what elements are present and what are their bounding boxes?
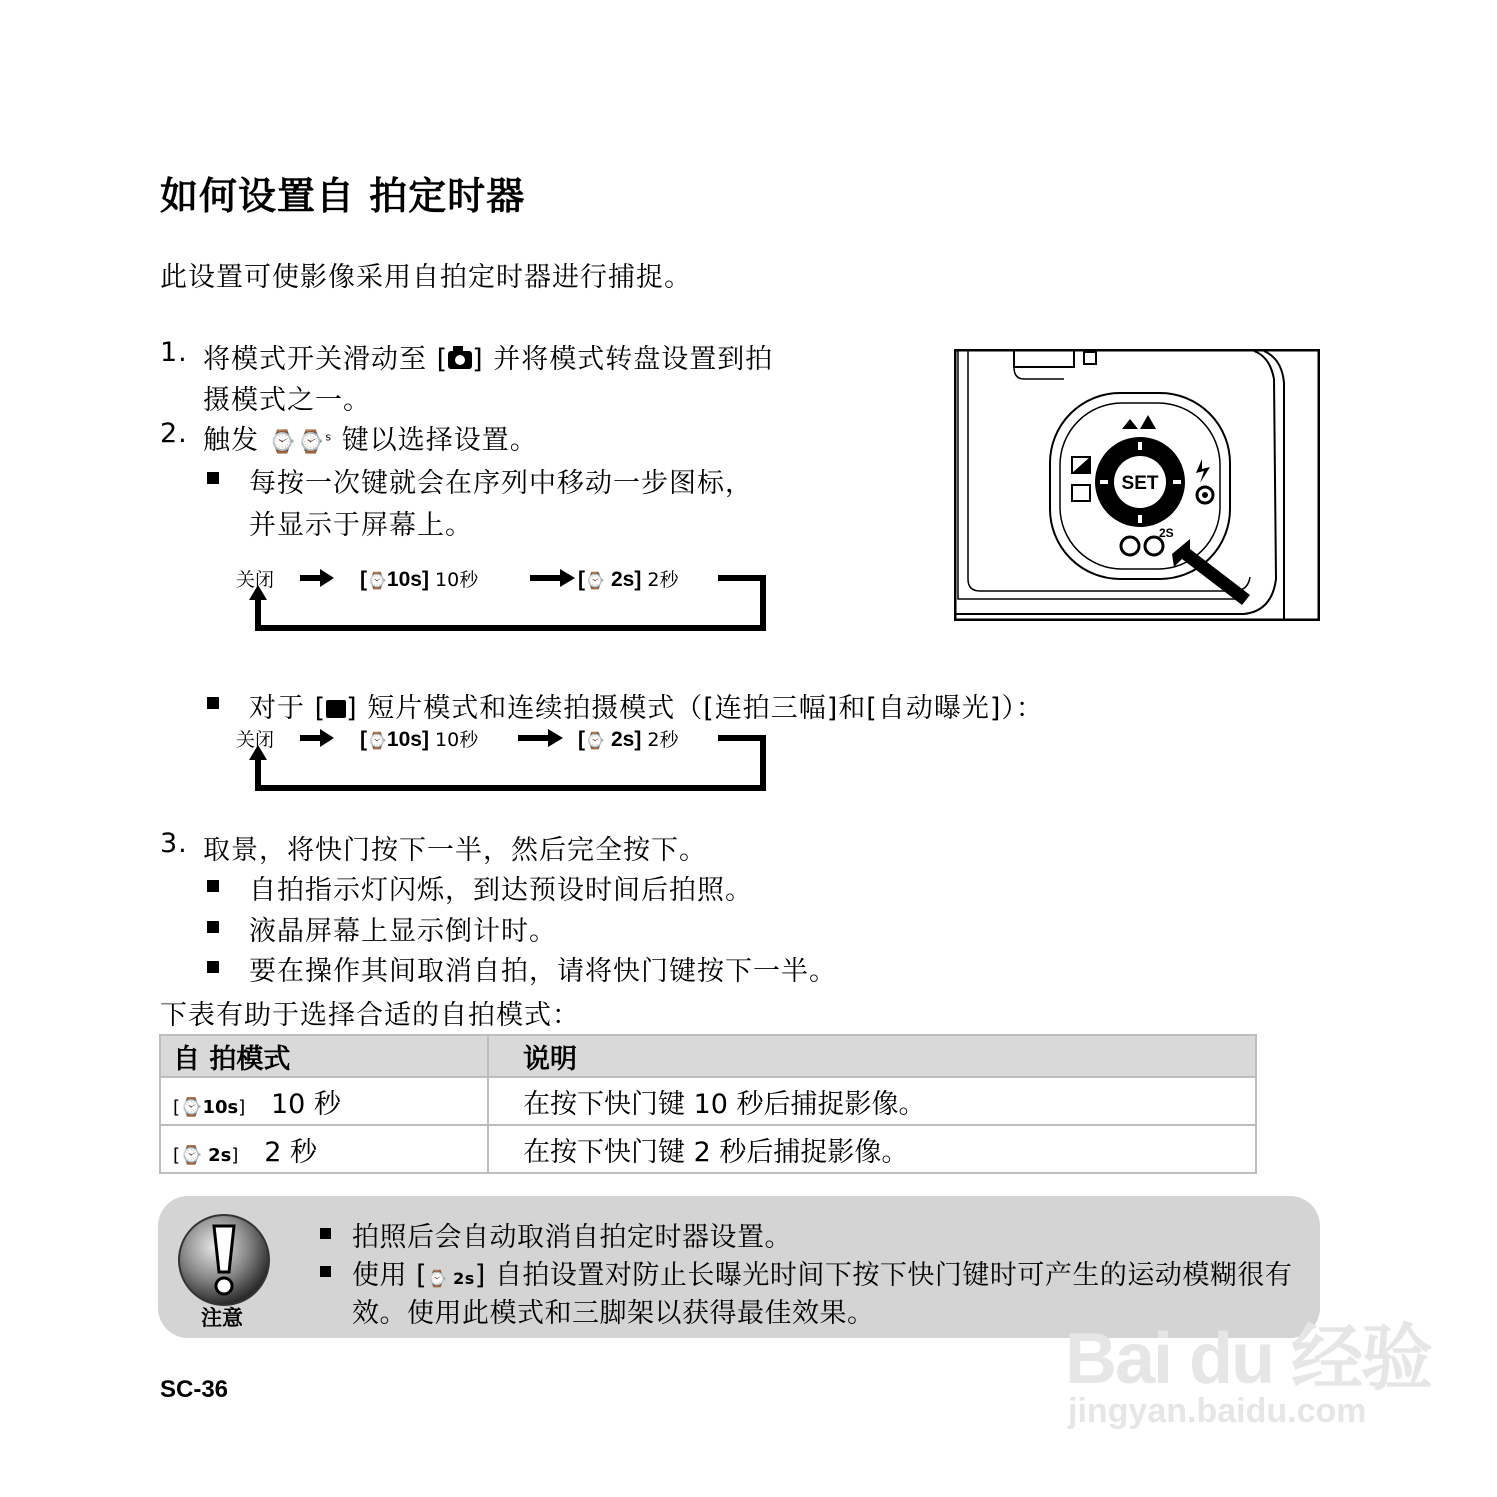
step-2-number: 2. [160, 418, 188, 449]
table-header-mode: 自 拍模式 [160, 1035, 488, 1077]
table-header-description: 说明 [488, 1035, 1256, 1077]
bullet-icon [207, 961, 219, 973]
arrow-right-icon [300, 569, 334, 587]
flow1-2s: [⌚ 2s] 2秒 [578, 568, 679, 591]
bullet-icon [207, 880, 219, 892]
step-2-text-a: 触发 [203, 425, 269, 456]
timer-2s-icon: [⌚ 2s] [173, 1144, 239, 1166]
table-row [160, 1125, 1256, 1173]
flow2-off: 关闭 [236, 729, 275, 751]
intro-text: 此设置可使影像采用自拍定时器进行捕捉。 [160, 262, 692, 293]
timer-10s-icon: [⌚10s] [173, 1096, 246, 1118]
page-number: SC-36 [160, 1376, 229, 1403]
step-1-line2: 摄模式之一。 [203, 385, 371, 416]
table-cell-desc: 在按下快门键 10 秒后捕捉影像。 [488, 1077, 1256, 1125]
svg-text:2S: 2S [1159, 526, 1174, 540]
flow-diagram-1 [230, 560, 790, 640]
step-1-text-a: 将模式开关滑动至 [ [203, 344, 449, 375]
step-1-text-b: ] 并将模式转盘设置到拍 [472, 344, 774, 375]
step-2-line1 [203, 418, 538, 457]
self-timer-mode-table [159, 1034, 1257, 1174]
camera-mode-icon [448, 351, 472, 369]
movie-mode-icon [326, 700, 346, 718]
step-2-bullet-2: 对于 [ ] 短片模式和连续拍摄模式（[连拍三幅]和[自动曝光]）： [249, 693, 1044, 724]
table-header-row [160, 1035, 1256, 1077]
note-label: 注意 [201, 1306, 243, 1330]
step-2-bullet-1-line2: 并显示于屏幕上。 [249, 510, 473, 541]
flow-diagram-2 [230, 720, 790, 800]
caution-icon [176, 1212, 272, 1308]
flow1-off: 关闭 [236, 569, 275, 591]
flow2-10s: [⌚10s] 10秒 [360, 728, 479, 751]
page-title: 如何设置自 拍定时器 [160, 174, 526, 218]
step-2-bullet-1-line1: 每按一次键就会在序列中移动一步图标， [249, 468, 753, 499]
table-row [160, 1077, 1256, 1125]
step-3-bullet-2: 液晶屏幕上显示倒计时。 [249, 916, 557, 947]
note-item-1: 拍照后会自动取消自拍定时器设置。 [352, 1222, 792, 1253]
step-1-number: 1. [160, 337, 188, 368]
self-timer-icon: ⌚⌚$^s$ [268, 430, 333, 455]
table-cell-mode: [⌚ 2s] 2 秒 [160, 1125, 488, 1173]
arrow-right-icon [518, 729, 563, 747]
arrow-right-icon [300, 729, 334, 747]
return-line [258, 578, 763, 628]
flow1-10s: [⌚10s] 10秒 [360, 568, 479, 591]
step-2-text-b: 键以选择设置。 [332, 425, 538, 456]
bullet-icon [207, 697, 219, 709]
step-3-bullet-3: 要在操作其间取消自拍，请将快门键按下一半。 [249, 956, 837, 987]
step-3-number: 3. [160, 828, 188, 859]
watermark-url: jingyan.baidu.com [1068, 1392, 1367, 1430]
table-intro: 下表有助于选择合适的自拍模式： [160, 1000, 580, 1031]
bullet-icon [207, 472, 219, 484]
note-item-2: 使用 [⌚ 2s] 自拍设置对防止长曝光时间下按下快门键时可产生的运动模糊很有 [352, 1260, 1293, 1291]
watermark-logo: Bai du 经验 [1065, 1319, 1432, 1399]
step-1-line1 [203, 337, 773, 376]
bullet-icon [320, 1266, 331, 1277]
bullet-icon [320, 1228, 331, 1239]
return-line [258, 738, 763, 788]
camera-back-illustration [954, 349, 1320, 621]
svg-text:SET: SET [1121, 473, 1159, 494]
table-cell-mode: [⌚10s] 10 秒 [160, 1077, 488, 1125]
bullet-icon [207, 921, 219, 933]
step-3-line1: 取景，将快门按下一半，然后完全按下。 [203, 835, 707, 866]
arrow-right-icon [530, 569, 575, 587]
table-cell-desc: 在按下快门键 2 秒后捕捉影像。 [488, 1125, 1256, 1173]
flow2-2s: [⌚ 2s] 2秒 [578, 728, 679, 751]
step-3-bullet-1: 自拍指示灯闪烁，到达预设时间后拍照。 [249, 875, 753, 906]
note-item-2-line2: 效。使用此模式和三脚架以获得最佳效果。 [352, 1298, 875, 1329]
